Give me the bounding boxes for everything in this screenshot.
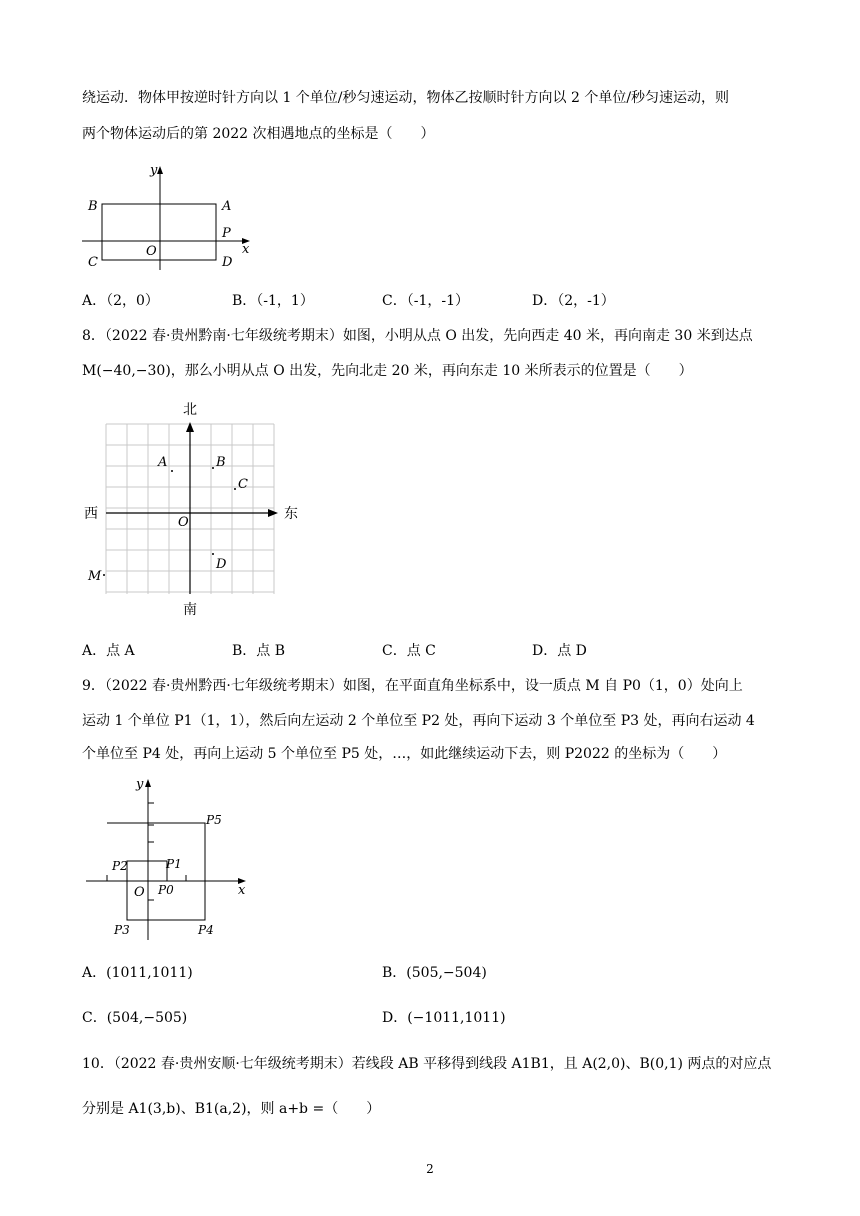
q8-label-O: O <box>178 515 189 530</box>
page-number: 2 <box>426 1162 434 1176</box>
q9-label-P5: P5 <box>206 813 222 827</box>
q8-label-M: M <box>88 569 102 584</box>
q8-text-line2: M(−40,−30)，那么小明从点 O 出发，先向北走 20 米，再向东走 10 米所表示的位置是（ ） <box>82 363 693 379</box>
q9-option-a: A．(1011,1011) <box>82 965 193 981</box>
q8-label-A: A <box>158 455 168 470</box>
q10-text-line2: 分别是 A1(3,b)、B1(a,2)，则 a+b =（ ） <box>82 1101 381 1117</box>
q9-label-x: x <box>238 883 246 898</box>
q9-text-line2: 运动 1 个单位 P1（1，1），然后向左运动 2 个单位至 P2 处，再向下运动 3 个单位至 P3 处，再向右运动 4 <box>82 713 755 729</box>
q9-label-P4: P4 <box>198 923 214 937</box>
q7-option-b: B．（-1，1） <box>232 293 314 309</box>
q8-text-line1: 8．（2022 春·贵州黔南·七年级统考期末）如图，小明从点 O 出发，先向西走 40 米，再向南走 30 米到达点 <box>82 328 753 344</box>
q8-option-d: D．点 D <box>532 643 587 659</box>
q8-option-b: B．点 B <box>232 643 286 659</box>
q8-label-west: 西 <box>84 506 98 522</box>
q7-figure-rectangle <box>82 158 262 273</box>
q7-label-A: A <box>222 199 232 214</box>
q8-label-south: 南 <box>183 602 197 618</box>
q7-option-d: D．（2，-1） <box>532 293 615 309</box>
q7-text-line1: 绕运动．物体甲按逆时针方向以 1 个单位/秒匀速运动，物体乙按顺时针方向以 2 个单位/秒匀速运动，则 <box>82 90 730 106</box>
q8-label-east: 东 <box>284 506 298 522</box>
q8-label-B: B <box>216 455 226 470</box>
q7-label-x: x <box>242 242 250 257</box>
q8-option-c: C．点 C <box>382 643 436 659</box>
q9-label-P1: P1 <box>166 857 182 871</box>
q9-label-P3: P3 <box>114 923 130 937</box>
q7-label-y: y <box>150 163 158 178</box>
q9-label-O: O <box>134 885 145 900</box>
q7-option-a: A．（2，0） <box>82 293 159 309</box>
q7-label-C: C <box>88 255 98 270</box>
q7-label-B: B <box>88 199 98 214</box>
q9-label-P0: P0 <box>158 883 174 897</box>
q8-label-D: D <box>216 557 227 572</box>
q7-text-line2: 两个物体运动后的第 2022 次相遇地点的坐标是（ ） <box>82 126 435 142</box>
q9-figure-spiral <box>82 772 262 944</box>
q7-label-O: O <box>146 244 157 259</box>
q7-option-c: C．（-1，-1） <box>382 293 469 309</box>
q8-label-C: C <box>238 477 248 492</box>
q9-option-c: C．(504,−505) <box>82 1010 188 1026</box>
q10-text-line1: 10．（2022 春·贵州安顺·七年级统考期末）若线段 AB 平移得到线段 A1B1，且 A(2,0)、B(0,1) 两点的对应点 <box>82 1056 772 1072</box>
q8-option-a: A．点 A <box>82 643 135 659</box>
q8-figure-compass-grid <box>82 398 302 620</box>
q8-label-north: 北 <box>183 402 197 418</box>
q7-label-P: P <box>222 226 231 241</box>
q9-text-line3: 个单位至 P4 处，再向上运动 5 个单位至 P5 处，…，如此继续运动下去，则 P2022 的坐标为（ ） <box>82 746 727 762</box>
q7-label-D: D <box>222 255 233 270</box>
q9-text-line1: 9．（2022 春·贵州黔西·七年级统考期末）如图，在平面直角坐标系中，设一质点 M 自 P0（1，0）处向上 <box>82 678 743 694</box>
q9-option-b: B．(505,−504) <box>382 965 487 981</box>
q9-option-d: D．(−1011,1011) <box>382 1010 506 1026</box>
q9-label-y: y <box>136 777 144 792</box>
q9-label-P2: P2 <box>112 859 128 873</box>
